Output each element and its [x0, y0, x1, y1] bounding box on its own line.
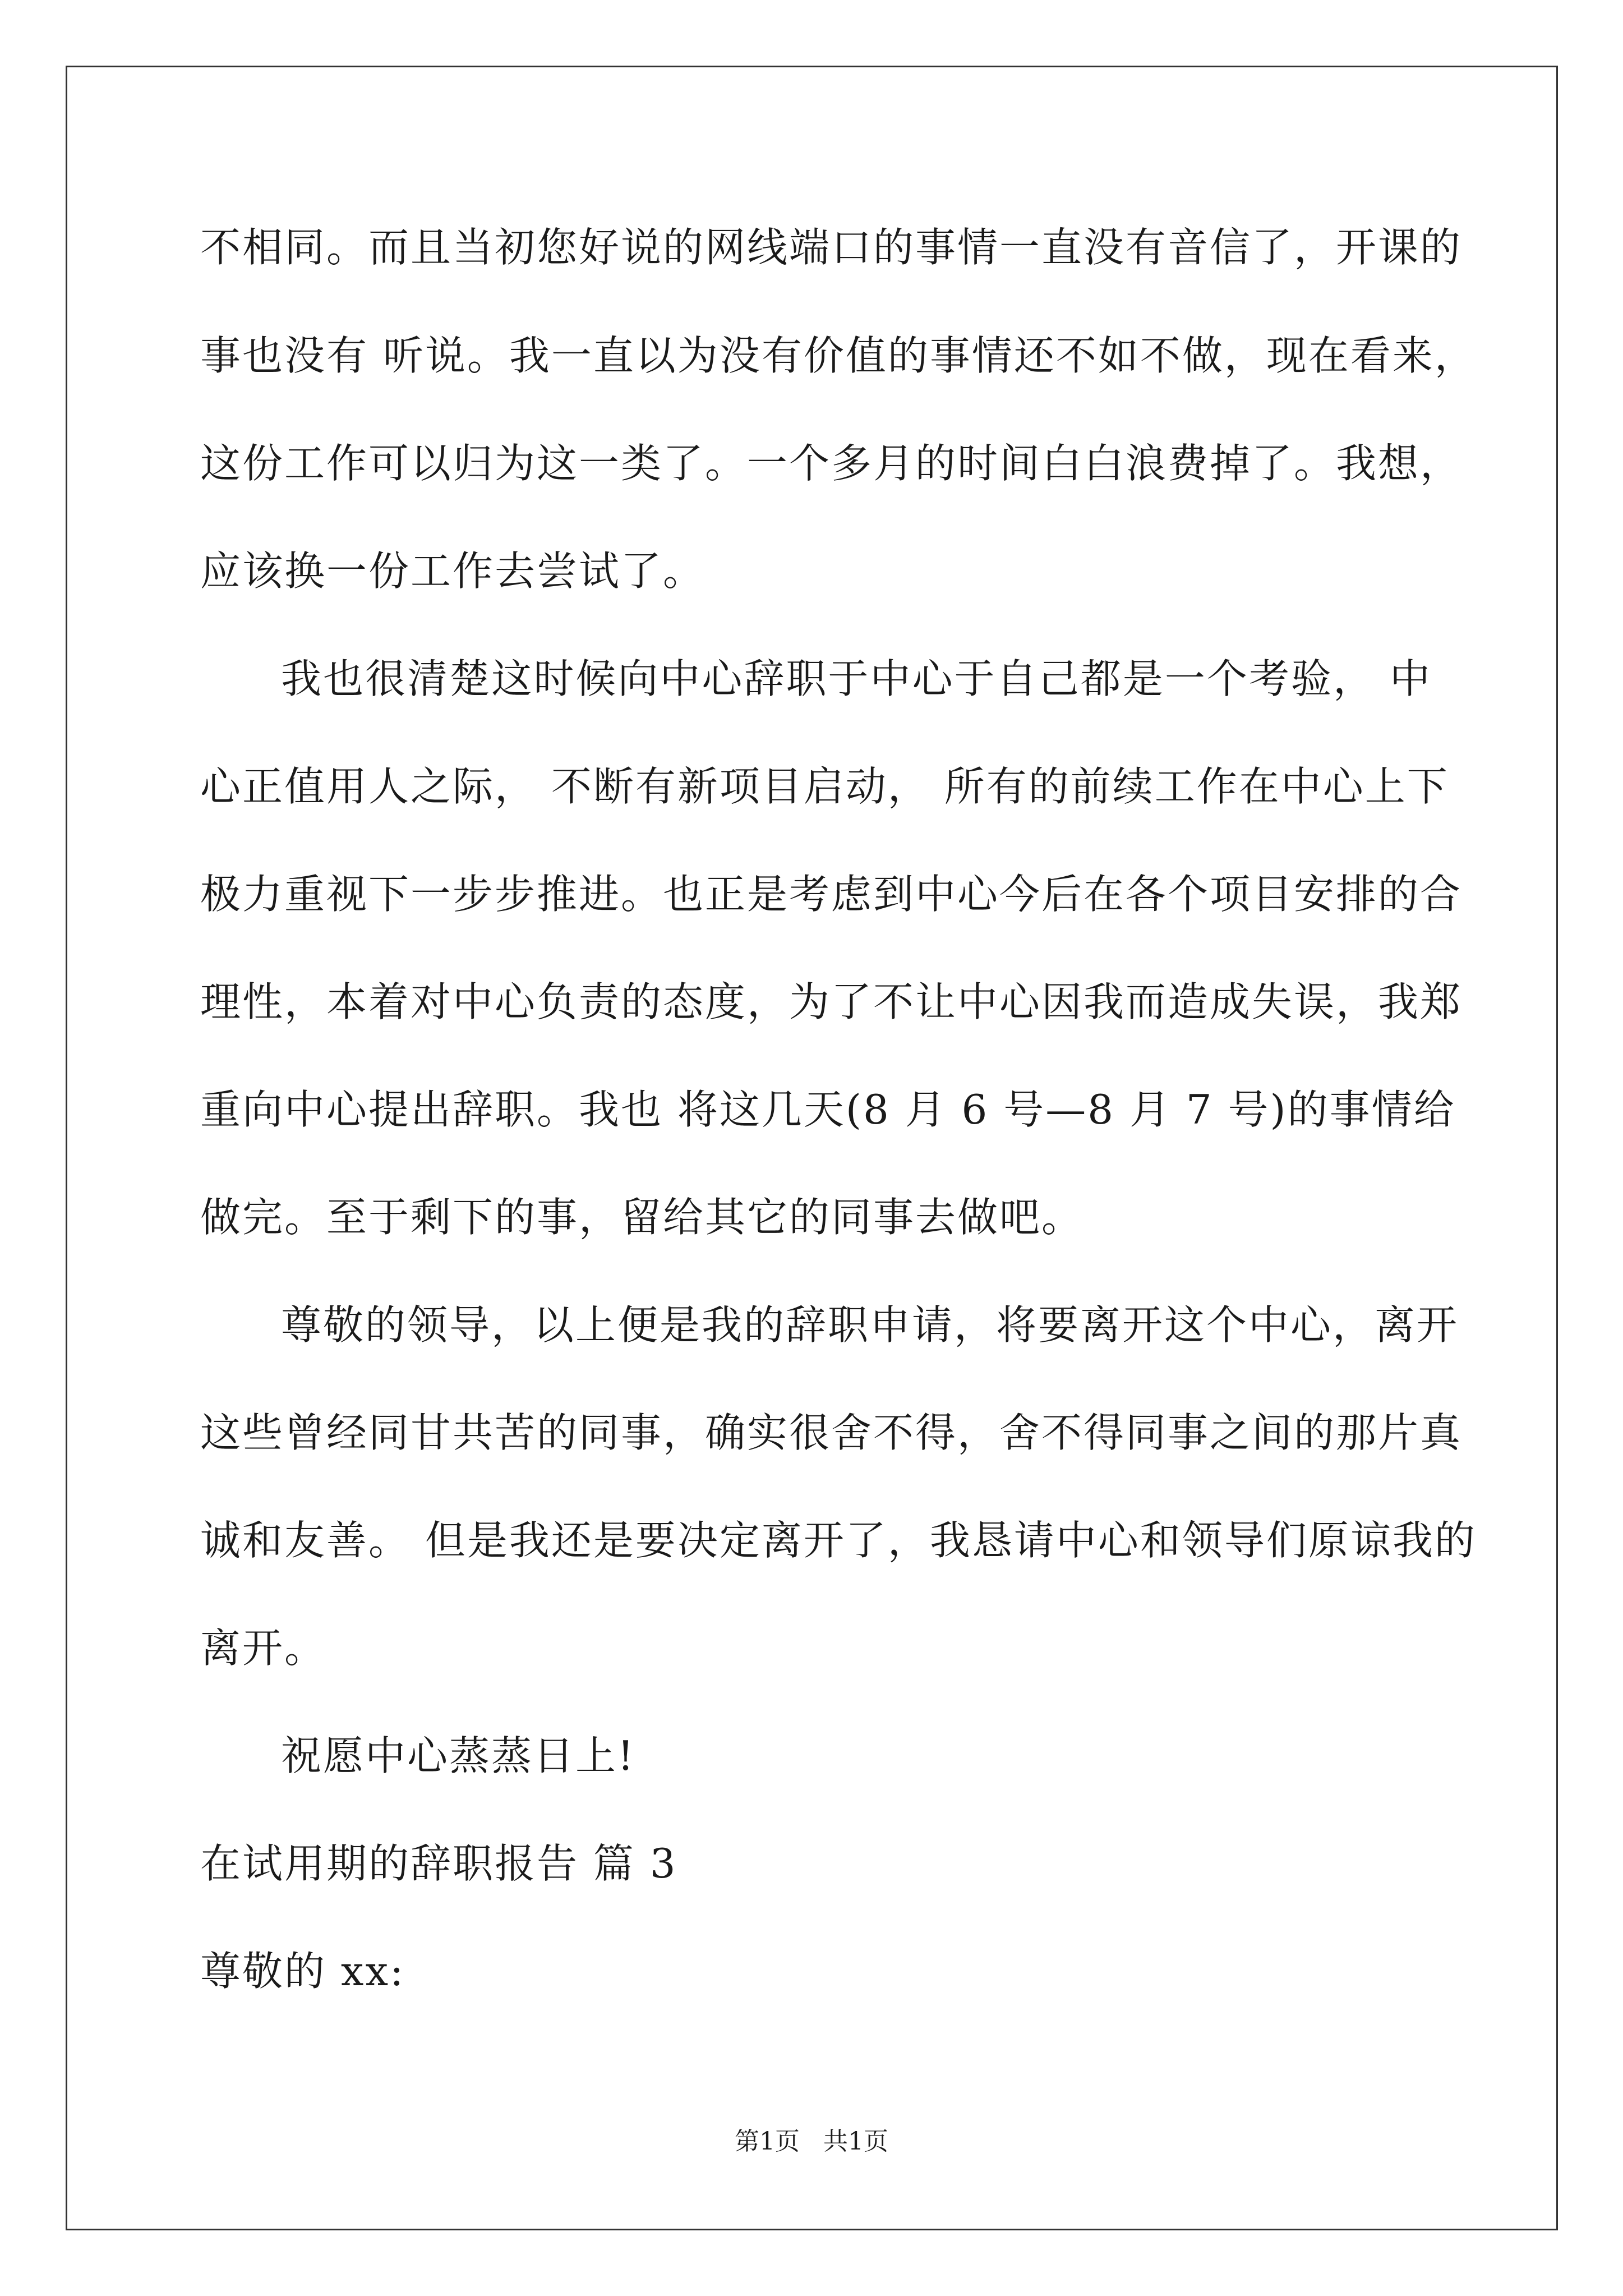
body-line: 极力重视下一步步推进。也正是考虑到中心今后在各个项目安排的合 [200, 871, 1463, 918]
body-line: 诚和友善。 但是我还是要决定离开了，我恳请中心和领导们原谅我的 [200, 1517, 1477, 1564]
body-line: 不相同。而且当初您好说的网线端口的事情一直没有音信了，开课的 [200, 224, 1463, 271]
body-line: 重向中心提出辞职。我也 将这几天(8 月 6 号—8 月 7 号)的事情给 [200, 1086, 1456, 1133]
salutation: 尊敬的 xx: [200, 1948, 405, 1995]
body-line: 做完。至于剩下的事，留给其它的同事去做吧。 [200, 1194, 1084, 1241]
body-line: 应该换一份工作去尝试了。 [200, 547, 706, 595]
paragraph-first-line: 尊敬的领导，以上便是我的辞职申请，将要离开这个中心，离开 [281, 1301, 1459, 1349]
paragraph-first-line: 我也很清楚这时候向中心辞职于中心于自己都是一个考验， 中 [281, 655, 1432, 702]
body-line: 这些曾经同甘共苦的同事，确实很舍不得，舍不得同事之间的那片真 [200, 1409, 1463, 1456]
body-line: 事也没有 听说。我一直以为没有价值的事情还不如不做，现在看来， [200, 332, 1477, 379]
closing-wish: 祝愿中心蒸蒸日上! [281, 1732, 635, 1779]
body-line: 这份工作可以归为这一类了。一个多月的时间白白浪费掉了。我想， [200, 440, 1463, 487]
body-line: 心正值用人之际， 不断有新项目启动， 所有的前续工作在中心上下 [200, 763, 1449, 810]
body-line: 离开。 [200, 1625, 327, 1672]
body-line: 理性，本着对中心负责的态度，为了不让中心因我而造成失误，我郑 [200, 978, 1463, 1025]
section-heading: 在试用期的辞职报告 篇 3 [200, 1840, 677, 1887]
page-border [66, 66, 1558, 2230]
page-number-footer: 第1页 共1页 [735, 2127, 888, 2156]
